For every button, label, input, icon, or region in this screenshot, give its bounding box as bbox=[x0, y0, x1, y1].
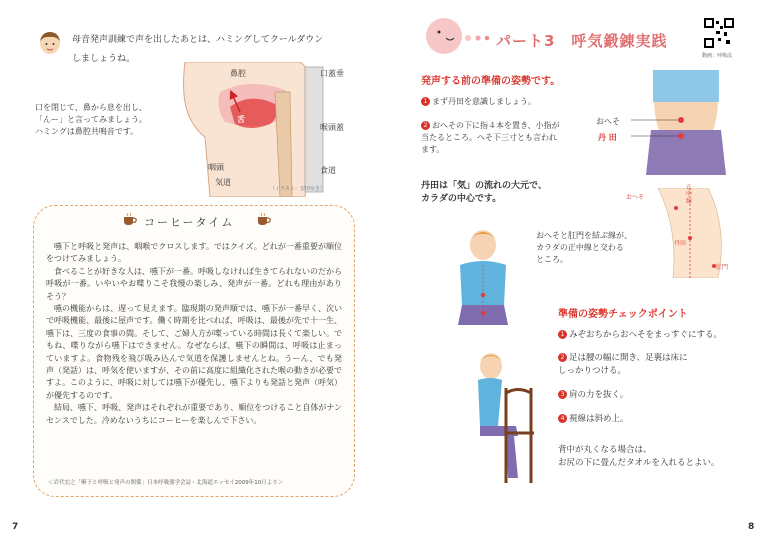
label-uvula: 口蓋垂 bbox=[320, 69, 344, 78]
coffee-source-note: ＜岩代宏之「嚥下と呼吸と発声の関係」日本呼吸器学会誌・北海道エッセイ2009年10月より＞ bbox=[48, 480, 284, 486]
section-title-preparation: 発声する前の準備の姿勢です。 bbox=[421, 76, 561, 87]
label-tanden: 丹 田 bbox=[598, 133, 617, 142]
seated-posture-front-illustration bbox=[446, 225, 521, 340]
side-label-navel: おへそ bbox=[626, 194, 645, 201]
intro-line: しましょうね。 bbox=[72, 54, 136, 64]
label-navel: おへそ bbox=[596, 117, 620, 126]
step-text: おへその下に指４本を置き、小指が当たるところ。へそ下三寸とも言われます。 bbox=[421, 121, 560, 154]
coffee-cup-icon bbox=[256, 212, 272, 226]
right-page bbox=[386, 0, 772, 545]
checkpoint-text: 足は腰の幅に開き、足裏は床にしっかりつける。 bbox=[558, 353, 688, 376]
label-esophagus: 食道 bbox=[320, 166, 336, 175]
preparation-step-1 bbox=[421, 96, 591, 108]
intro-line: 母音発声訓練で声を出したあとは、ハミングしてクールダウン bbox=[72, 35, 324, 45]
side-label-tanden: 丹田 bbox=[674, 240, 687, 247]
checkpoint-number-badge: 4 bbox=[558, 414, 567, 423]
side-body-illustration bbox=[648, 188, 743, 278]
explain-line: 口を閉じて、鼻から息を出し、 bbox=[35, 103, 147, 112]
label-nasal-cavity: 鼻腔 bbox=[230, 69, 246, 78]
qr-code-icon[interactable] bbox=[704, 18, 734, 48]
closing-line: お尻の下に畳んだタオルを入れるとよい。 bbox=[558, 458, 720, 468]
checkpoint-number-badge: 3 bbox=[558, 390, 567, 399]
checkpoint-3 bbox=[558, 389, 758, 402]
coffee-time-body bbox=[46, 241, 342, 427]
checkpoint-text: 肩の力を抜く。 bbox=[569, 390, 629, 400]
coffee-time-title: コーヒータイム bbox=[144, 216, 235, 229]
tanden-description bbox=[421, 180, 547, 206]
checkpoint-4 bbox=[558, 413, 758, 426]
label-epiglottis: 喉頭蓋 bbox=[320, 123, 344, 132]
coffee-paragraph: 嚥下と呼吸と発声は、咽喉でクロスします。ではクイズ。どれが一番重要が順位をつけてみましょう。 bbox=[46, 242, 342, 264]
page-number-right: 8 bbox=[748, 522, 755, 532]
coffee-cup-icon bbox=[122, 212, 138, 226]
side-label-anus: 肛門 bbox=[716, 264, 729, 271]
midline-line: おへそと肛門を結ぶ線が、 bbox=[536, 231, 632, 240]
checkpoint-1 bbox=[558, 329, 758, 342]
page-number-left: 7 bbox=[12, 522, 19, 532]
abdomen-illustration bbox=[631, 70, 741, 175]
checkpoint-text: 視線は斜め上。 bbox=[569, 414, 629, 424]
midline-description bbox=[536, 230, 632, 266]
coffee-paragraph: 嚥の機能からは、遅って見えます。臨現期の発声順では、嚥下が一番早く、次いで呼吸機能、最後に屋声です。働く時期を比べれば、呼吸は、最後が先で十一生、嚥下は、三度の食事の間。そして、ご婦人方が喋っている時間は長くて楽しい。でもね、喋りながら嚥下はできません。なぜならば、嚥下の瞬間は、呼吸は止まっていますよ。食物残を飛び吸み込んで気道を保護しませんとね。うーん、でも発声（発話）は、呼気を使いますが、その前に高度に組織化された喉の動きが必要ですよ。このように、呼吸に対しては嚥下が優先し、嚥下よりも発話と発声（呼気）が優先するのです。 bbox=[46, 304, 342, 400]
explain-line: 「んー」と言ってみましょう。 bbox=[35, 115, 147, 124]
checkpoint-2 bbox=[558, 352, 688, 378]
step-number-badge: 1 bbox=[421, 97, 430, 106]
qr-caption: 動画：呼吸法 bbox=[702, 53, 733, 59]
tanden-line: 丹田は「気」の流れの大元で、 bbox=[421, 181, 547, 191]
part-title: パート3 呼気鍛錬実践 bbox=[496, 32, 668, 50]
part-header-decoration-icon bbox=[424, 16, 494, 56]
checkpoint-text: みぞおちからおへそをまっすぐにする。 bbox=[569, 330, 723, 340]
checkpoint-number-badge: 2 bbox=[558, 353, 567, 362]
checkpoint-number-badge: 1 bbox=[558, 330, 567, 339]
explain-line: ハミングは鼻腔共鳴音です。 bbox=[35, 127, 139, 136]
coffee-paragraph: 食べることが好きな人は、嚥下が一番。呼吸しなければ生きてられないのだから呼吸が一番。いやいやお喋りこそ我慢の楽しみ、発声が一番。どれも理由がありそう？ bbox=[46, 266, 342, 301]
label-tongue: 舌 bbox=[237, 115, 245, 124]
label-trachea: 気道 bbox=[215, 178, 231, 187]
child-avatar-icon bbox=[38, 30, 62, 56]
seated-posture-side-illustration bbox=[436, 348, 546, 493]
preparation-step-2 bbox=[421, 120, 561, 156]
coffee-paragraph: 結局、嚥下、呼吸、発声はそれぞれが重要であり、順位をつけること自体がナンセンスでした。冷めないうちにコーヒーを楽しんで下さい。 bbox=[46, 403, 342, 425]
closing-line: 背中が丸くなる場合は、 bbox=[558, 445, 652, 455]
section-title-checkpoints: 準備の姿勢チェックポイント bbox=[558, 309, 688, 320]
closing-note bbox=[558, 444, 763, 470]
step-text: まず丹田を意識しましょう。 bbox=[432, 97, 536, 106]
label-pharynx: 咽頭 bbox=[208, 163, 224, 172]
humming-explanation bbox=[35, 102, 180, 138]
midline-line: ところ。 bbox=[536, 255, 568, 264]
tanden-line: カラダの中心です。 bbox=[421, 194, 502, 204]
midline-line: カラダの正中線と交わる bbox=[536, 243, 624, 252]
illustration-credit: （イラスト：安田ゆき） bbox=[270, 186, 325, 192]
coffee-time-box bbox=[33, 205, 355, 497]
head-cross-section-diagram bbox=[180, 62, 380, 197]
side-label-midline: 正中線 bbox=[686, 184, 693, 205]
step-number-badge: 2 bbox=[421, 121, 430, 130]
head-anatomy-illustration bbox=[180, 62, 380, 197]
